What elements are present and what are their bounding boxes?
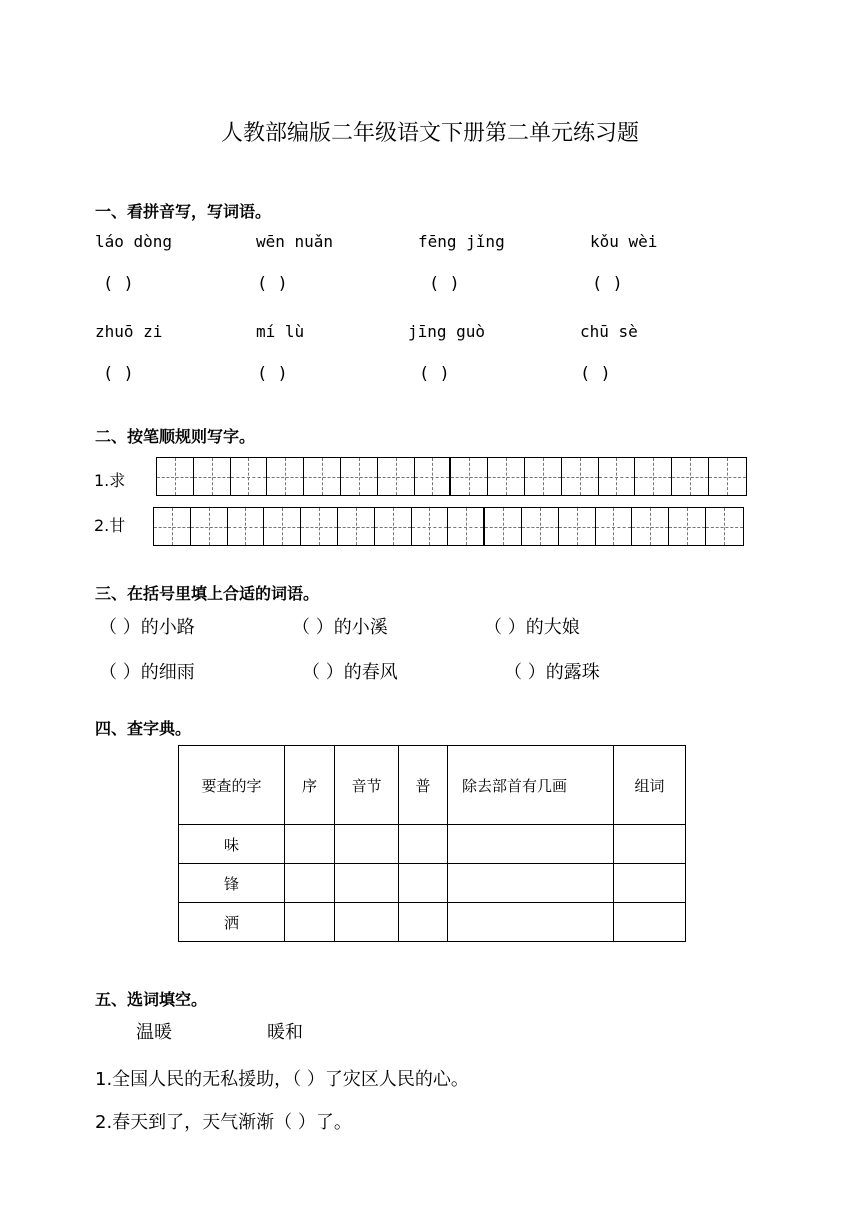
answer-blank[interactable]: ( ) (580, 364, 611, 384)
fill-phrase[interactable]: （ ）的露珠 (504, 662, 600, 683)
page-title: 人教部编版二年级语文下册第二单元练习题 (220, 121, 639, 146)
answer-cell[interactable] (335, 903, 399, 942)
header-cell: 除去部首有几画 (448, 746, 614, 825)
lookup-char: 洒 (179, 903, 285, 942)
writing-grid[interactable] (153, 507, 744, 546)
answer-blank[interactable]: ( ) (257, 364, 288, 384)
header-cell: 组词 (614, 746, 686, 825)
pinyin-item: chū sè (580, 322, 638, 341)
fill-phrase[interactable]: （ ）的小溪 (292, 617, 388, 638)
answer-blank[interactable]: ( ) (429, 274, 460, 294)
answer-cell[interactable] (614, 864, 686, 903)
section-2-heading: 二、按笔顺规则写字。 (95, 427, 256, 446)
answer-blank[interactable]: ( ) (103, 364, 134, 384)
answer-cell[interactable] (285, 903, 335, 942)
stroke-item-label: 2.甘 (94, 516, 126, 535)
answer-cell[interactable] (335, 864, 399, 903)
answer-cell[interactable] (399, 825, 448, 864)
answer-cell[interactable] (614, 903, 686, 942)
word-choice: 暖和 (267, 1022, 303, 1043)
fill-phrase[interactable]: （ ）的细雨 (99, 662, 195, 683)
section-5-heading: 五、选词填空。 (95, 990, 208, 1009)
section-4-heading: 四、查字典。 (95, 719, 192, 738)
answer-blank[interactable]: ( ) (419, 364, 450, 384)
pinyin-item: fēng jǐng (418, 232, 505, 251)
fill-phrase[interactable]: （ ）的小路 (99, 617, 195, 638)
pinyin-item: wēn nuǎn (256, 232, 334, 251)
pinyin-item: kǒu wèi (590, 232, 658, 251)
pinyin-item: zhuō zi (95, 322, 163, 341)
answer-blank[interactable]: ( ) (103, 274, 134, 294)
header-cell: 音节 (335, 746, 399, 825)
stroke-item-label: 1.求 (94, 471, 126, 490)
header-cell: 要查的字 (179, 746, 285, 825)
answer-cell[interactable] (448, 825, 614, 864)
table-row (179, 864, 686, 903)
header-cell: 普 (399, 746, 448, 825)
pinyin-item: jīng guò (408, 322, 486, 341)
dictionary-table (178, 745, 686, 942)
lookup-char: 锋 (179, 864, 285, 903)
answer-cell[interactable] (399, 864, 448, 903)
fill-phrase[interactable]: （ ）的大娘 (484, 617, 580, 638)
pinyin-item: mí lù (256, 322, 305, 341)
fill-phrase[interactable]: （ ）的春风 (302, 662, 398, 683)
answer-cell[interactable] (335, 825, 399, 864)
question-2[interactable]: 2.春天到了，天气渐渐（ ）了。 (95, 1112, 352, 1133)
question-1[interactable]: 1.全国人民的无私援助，（ ）了灾区人民的心。 (95, 1069, 469, 1090)
pinyin-item: láo dòng (95, 232, 173, 251)
header-cell: 序 (285, 746, 335, 825)
table-row (179, 825, 686, 864)
answer-cell[interactable] (448, 864, 614, 903)
answer-cell[interactable] (614, 825, 686, 864)
table-row (179, 903, 686, 942)
answer-cell[interactable] (285, 825, 335, 864)
section-1-heading: 一、看拼音写，写词语。 (95, 202, 272, 221)
section-3-heading: 三、在括号里填上合适的词语。 (95, 584, 320, 603)
word-choice: 温暖 (136, 1022, 172, 1043)
answer-blank[interactable]: ( ) (257, 274, 288, 294)
answer-cell[interactable] (448, 903, 614, 942)
answer-cell[interactable] (399, 903, 448, 942)
writing-grid[interactable] (156, 457, 747, 496)
lookup-char: 味 (179, 825, 285, 864)
answer-blank[interactable]: ( ) (592, 274, 623, 294)
answer-cell[interactable] (285, 864, 335, 903)
